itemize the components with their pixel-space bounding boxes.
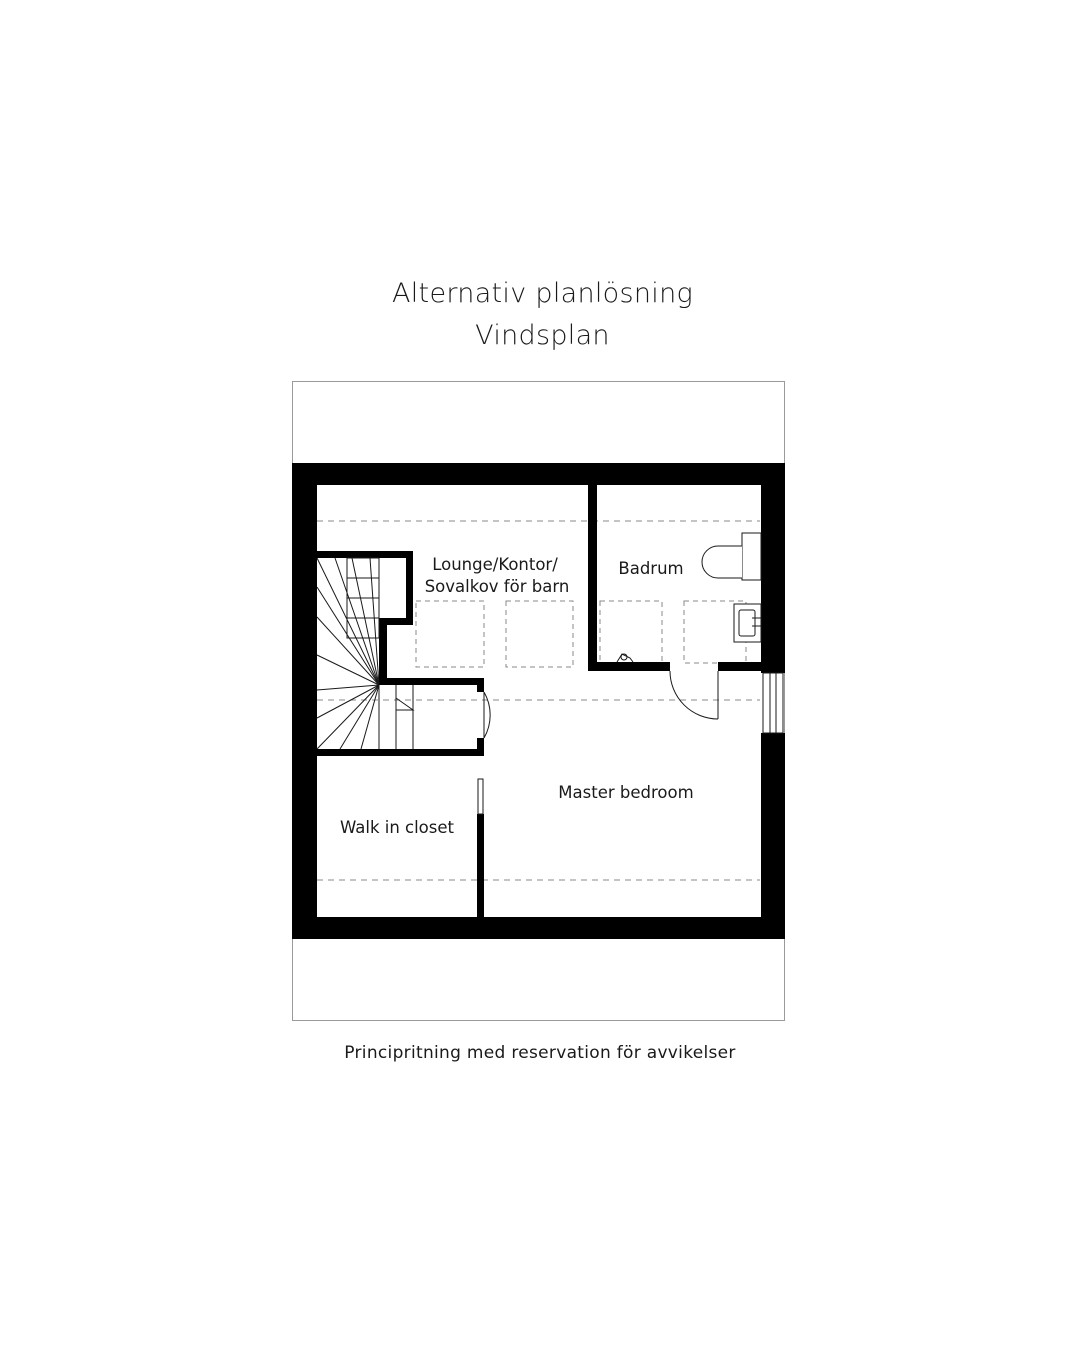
room-label-walk-in-closet: Walk in closet bbox=[339, 818, 455, 837]
room-label-master-bedroom: Master bedroom bbox=[558, 783, 694, 802]
room-label-lounge: Lounge/Kontor/ bbox=[432, 555, 558, 574]
closet-partition bbox=[477, 779, 484, 917]
stair-door bbox=[484, 692, 490, 738]
window bbox=[763, 673, 783, 733]
sink-icon bbox=[734, 604, 761, 642]
shower-icon bbox=[617, 654, 633, 662]
room-label-bathroom: Badrum bbox=[618, 559, 684, 578]
room-label-lounge-2: Sovalkov för barn bbox=[424, 577, 570, 596]
toilet-icon bbox=[702, 533, 761, 580]
bathroom-door bbox=[670, 671, 718, 719]
plan-subtitle: Vindsplan bbox=[475, 320, 610, 351]
disclaimer-caption: Principritning med reservation för avvikelser bbox=[344, 1043, 736, 1063]
skylights bbox=[416, 601, 746, 667]
staircase bbox=[317, 558, 413, 749]
plan-title: Alternativ planlösning bbox=[391, 278, 694, 309]
outer-walls bbox=[292, 463, 785, 939]
